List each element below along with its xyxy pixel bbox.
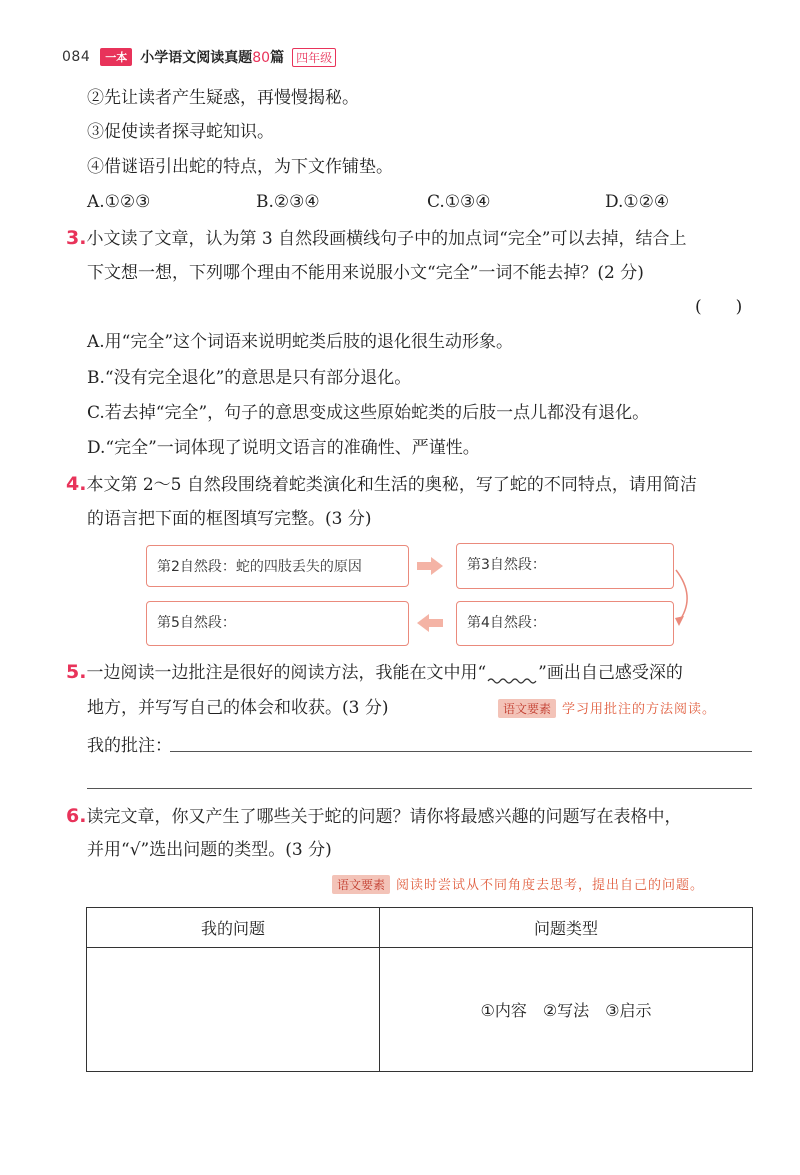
q3-option-b: B.“没有完全退化”的意思是只有部分退化。	[87, 368, 412, 388]
grade-badge: 四年级	[292, 48, 336, 67]
q5-line-1: 5.一边阅读一边批注是很好的阅读方法，我能在文中用“ ”画出自己感受深的	[66, 661, 683, 683]
table-header-my-question: 我的问题	[87, 908, 380, 948]
q5-note-label: 我的批注：	[87, 736, 172, 756]
q5-tag-text: 学习用批注的方法阅读。	[562, 702, 717, 717]
q3-number: 3.	[66, 227, 87, 249]
page-number: 084	[62, 49, 91, 65]
series-title: 小学语文阅读真题80篇	[140, 50, 285, 66]
question-type-cell[interactable]	[380, 948, 753, 1072]
q2-choice-b: B.②③④	[256, 192, 320, 212]
arrow-left-icon	[415, 612, 445, 634]
q2-item-4: ④借谜语引出蛇的特点，为下文作铺垫。	[87, 157, 393, 177]
q3-option-a: A.用“完全”这个词语来说明蛇类后肢的退化很生动形象。	[87, 332, 514, 352]
q2-choice-d: D.①②④	[605, 192, 670, 212]
question-table	[86, 907, 753, 1072]
q2-item-2: ②先让读者产生疑惑，再慢慢揭秘。	[87, 88, 359, 108]
q5-language-element	[498, 698, 716, 718]
q3-answer-paren[interactable]: ( )	[695, 297, 743, 317]
q6-language-element	[332, 874, 704, 894]
q5-answer-line-2[interactable]	[87, 788, 752, 789]
question-type-options[interactable]: ①内容 ②写法 ③启示	[480, 1001, 652, 1020]
q6-line-2: 并用“√”选出问题的类型。(3 分)	[87, 840, 332, 860]
q6-number: 6.	[66, 805, 87, 827]
q2-choices	[87, 190, 707, 214]
q2-choice-a: A.①②③	[87, 192, 151, 212]
q4-line-2: 的语言把下面的框图填写完整。(3 分)	[87, 509, 372, 529]
q3-line-1: 3.小文读了文章，认为第 3 自然段画横线句子中的加点词“完全”可以去掉，结合上	[66, 227, 687, 249]
my-question-cell[interactable]	[87, 948, 380, 1072]
flow-box-paragraph-4[interactable]: 第4自然段：	[456, 601, 674, 646]
series-count: 80	[252, 50, 271, 66]
q4-line-1: 4.本文第 2～5 自然段围绕着蛇类演化和生活的奥秘，写了蛇的不同特点，请用简洁	[66, 473, 697, 495]
page-header	[62, 46, 336, 68]
q2-choice-c: C.①③④	[427, 192, 491, 212]
q6-line-1: 6.读完文章，你又产生了哪些关于蛇的问题？请你将最感兴趣的问题写在表格中，	[66, 805, 682, 827]
arrow-right-icon	[415, 555, 445, 577]
q3-option-c: C.若去掉“完全”，句子的意思变成这些原始蛇类的后肢一点儿都没有退化。	[87, 403, 650, 423]
q3-line-2: 下文想一想，下列哪个理由不能用来说服小文“完全”一词不能去掉？(2 分)	[87, 263, 644, 283]
flow-box-paragraph-5[interactable]: 第5自然段：	[146, 601, 409, 646]
series-unit: 篇	[270, 50, 285, 66]
q5-number: 5.	[66, 661, 87, 683]
flow-box-paragraph-2: 第2自然段：蛇的四肢丢失的原因	[146, 545, 409, 587]
series-logo: 一本	[100, 48, 132, 66]
flow-box-paragraph-3[interactable]: 第3自然段：	[456, 543, 674, 589]
q2-item-3: ③促使读者探寻蛇知识。	[87, 122, 274, 142]
q5-line-2: 地方，并写写自己的体会和收获。(3 分)	[87, 698, 389, 718]
q5-tag-badge: 语文要素	[498, 699, 556, 718]
q5-answer-line-1[interactable]	[170, 751, 752, 752]
q6-tag-text: 阅读时尝试从不同角度去思考，提出自己的问题。	[396, 878, 705, 893]
q4-number: 4.	[66, 473, 87, 495]
q6-tag-badge: 语文要素	[332, 875, 390, 894]
q3-option-d: D.“完全”一词体现了说明文语言的准确性、严谨性。	[87, 438, 480, 458]
curved-arrow-down-icon	[672, 566, 700, 628]
table-header-question-type: 问题类型	[380, 908, 753, 948]
